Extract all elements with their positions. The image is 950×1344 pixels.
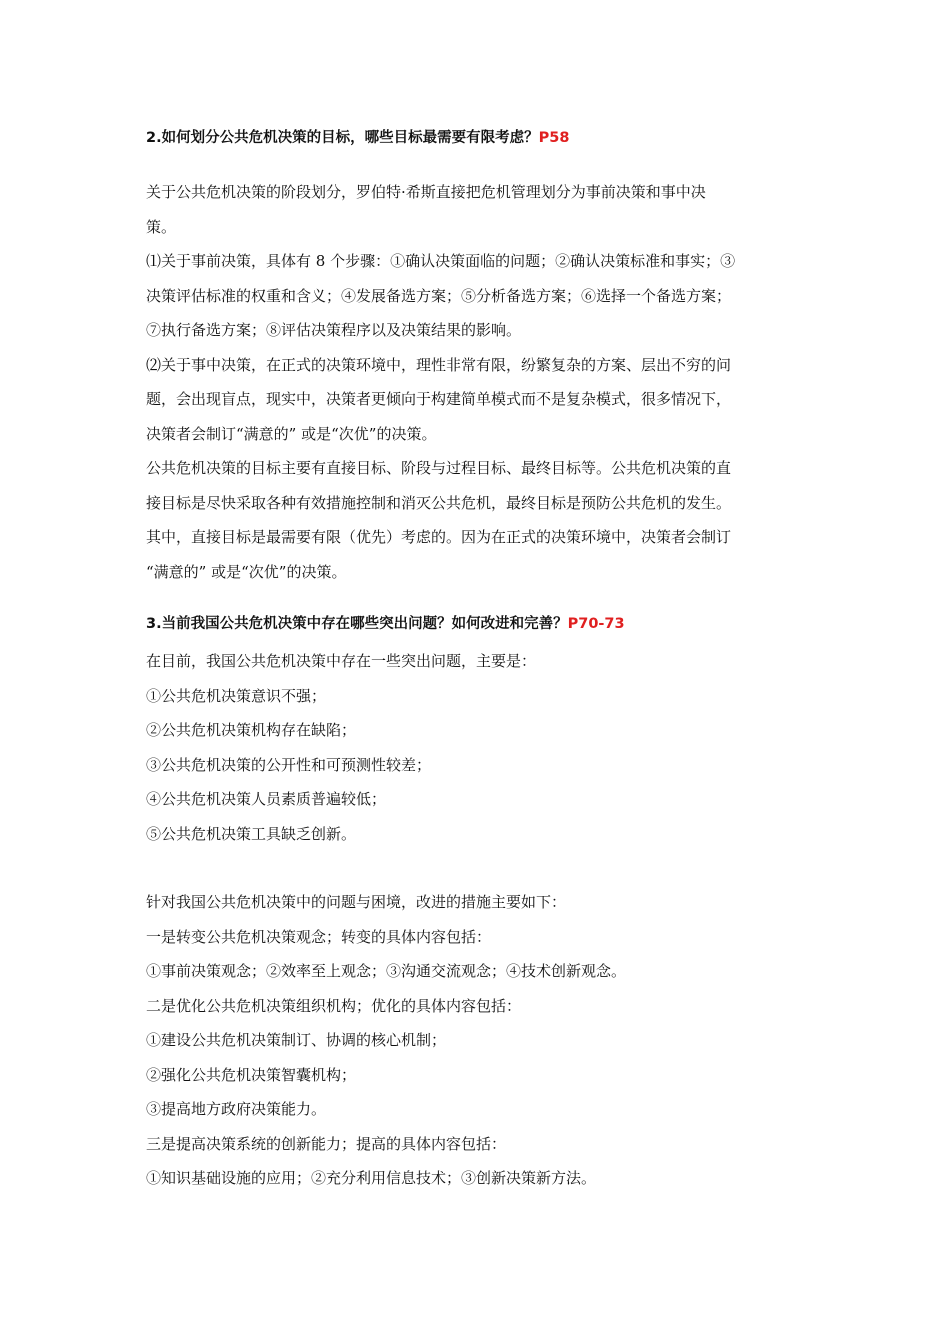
list-item: ④公共危机决策人员素质普遍较低； <box>146 790 387 808</box>
list-item: ①事前决策观念；②效率至上观念；③沟通交流观念；④技术创新观念。 <box>146 962 627 980</box>
list-item: ①建设公共危机决策制订、协调的核心机制； <box>146 1031 447 1049</box>
section-2-title: 2.如何划分公共危机决策的目标，哪些目标最需要有限考虑？ <box>146 130 539 146</box>
list-item: 二是优化公共危机决策组织机构；优化的具体内容包括： <box>146 996 522 1015</box>
list-item: 三是提高决策系统的创新能力；提高的具体内容包括： <box>146 1134 507 1153</box>
paragraph-line: 公共危机决策的目标主要有直接目标、阶段与过程目标、最终目标等。公共危机决策的直 <box>146 459 732 477</box>
list-item: ③提高地方政府决策能力。 <box>146 1100 327 1118</box>
list-item: ③公共危机决策的公开性和可预测性较差； <box>146 755 432 774</box>
paragraph-line: 决策者会制订“满意的” 或是“次优”的决策。 <box>146 424 437 443</box>
section-2-body <box>146 175 810 589</box>
document-page <box>146 124 810 1196</box>
section-3-heading <box>146 610 810 638</box>
list-item: ⑤公共危机决策工具缺乏创新。 <box>146 824 357 843</box>
paragraph-line: 关于公共危机决策的阶段划分，罗伯特·希斯直接把危机管理划分为事前决策和事中决 <box>146 183 706 201</box>
section-3-measures <box>146 885 810 1196</box>
list-item: 一是转变公共危机决策观念；转变的具体内容包括： <box>146 927 492 946</box>
section-3-problems <box>146 644 810 851</box>
section-2-heading <box>146 124 810 152</box>
list-item: ②强化公共危机决策智囊机构； <box>146 1065 357 1084</box>
list-item: ①知识基础设施的应用；②充分利用信息技术；③创新决策新方法。 <box>146 1169 597 1187</box>
paragraph-line: ⑵关于事中决策，在正式的决策环境中，理性非常有限，纷繁复杂的方案、层出不穷的问 <box>146 355 732 374</box>
paragraph-line: 针对我国公共危机决策中的问题与困境，改进的措施主要如下： <box>146 893 567 911</box>
section-3-title: 3.当前我国公共危机决策中存在哪些突出问题？如何改进和完善？ <box>146 616 568 632</box>
paragraph-line: 决策评估标准的权重和含义；④发展备选方案；⑤分析备选方案；⑥选择一个备选方案； <box>146 286 732 305</box>
paragraph-line: 题，会出现盲点，现实中，决策者更倾向于构建简单模式而不是复杂模式，很多情况下， <box>146 390 732 408</box>
section-2-page-ref: P58 <box>538 130 570 146</box>
paragraph-line: “满意的” 或是“次优”的决策。 <box>146 562 347 581</box>
paragraph-line: 策。 <box>146 217 177 236</box>
section-3-page-ref: P70-73 <box>567 616 625 632</box>
paragraph-line: 在目前，我国公共危机决策中存在一些突出问题，主要是： <box>146 652 537 670</box>
paragraph-line: ⑴关于事前决策，具体有 8 个步骤：①确认决策面临的问题；②确认决策标准和事实；③ <box>146 252 736 270</box>
list-item: ②公共危机决策机构存在缺陷； <box>146 721 357 739</box>
list-item: ①公共危机决策意识不强； <box>146 686 327 705</box>
paragraph-line: ⑦执行备选方案；⑧评估决策程序以及决策结果的影响。 <box>146 321 522 339</box>
paragraph-line: 其中，直接目标是最需要有限（优先）考虑的。因为在正式的决策环境中，决策者会制订 <box>146 528 732 546</box>
paragraph-line: 接目标是尽快采取各种有效措施控制和消灭公共危机，最终目标是预防公共危机的发生。 <box>146 493 732 512</box>
